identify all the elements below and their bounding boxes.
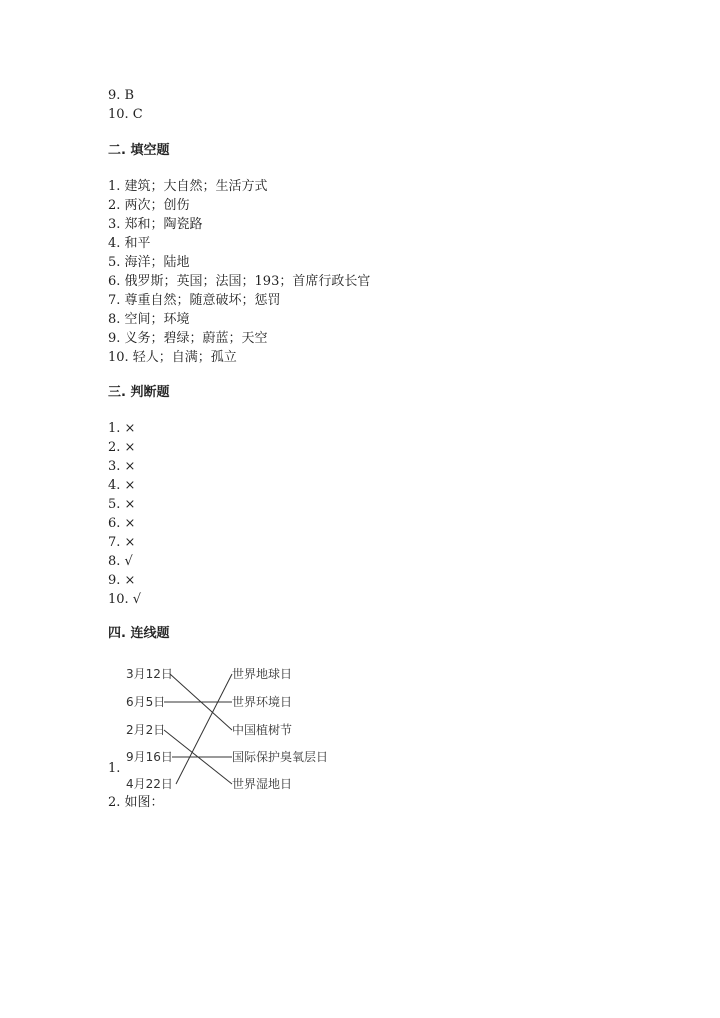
matching-answer-1-label: 1.: [108, 761, 121, 776]
true-false-answer-10: 10. √: [108, 592, 142, 607]
fill-blank-answer-9: 9. 义务；碧绿；蔚蓝；天空: [108, 331, 268, 346]
fill-blank-answer-7: 7. 尊重自然；随意破坏；惩罚: [108, 293, 281, 308]
fill-blank-answer-4: 4. 和平: [108, 236, 151, 251]
fill-blank-answer-2: 2. 两次；创伤: [108, 198, 190, 213]
event-wetlands-day: 世界湿地日: [232, 777, 293, 791]
event-environment-day: 世界环境日: [232, 695, 293, 709]
date-feb-2: 2月2日: [126, 723, 166, 737]
matching-answer-2: 2. 如图：: [108, 795, 164, 810]
fill-blank-answer-10: 10. 轻人；自满；孤立: [108, 350, 237, 365]
date-sep-16: 9月16日: [126, 750, 173, 764]
fill-blank-answer-1: 1. 建筑；大自然；生活方式: [108, 179, 268, 194]
answer-10: 10. C: [108, 107, 143, 122]
true-false-answer-3: 3. ×: [108, 459, 136, 474]
true-false-answer-7: 7. ×: [108, 535, 136, 550]
date-apr-22: 4月22日: [126, 777, 173, 791]
true-false-answer-4: 4. ×: [108, 478, 136, 493]
matching-diagram: [118, 660, 348, 795]
date-mar-12: 3月12日: [126, 667, 173, 681]
fill-blank-answer-5: 5. 海洋；陆地: [108, 255, 190, 270]
link-apr22-earth: [176, 674, 232, 784]
true-false-answer-8: 8. √: [108, 554, 133, 569]
fill-blank-answer-6: 6. 俄罗斯；英国；法国；193；首席行政长官: [108, 274, 371, 289]
event-earth-day: 世界地球日: [232, 667, 293, 681]
fill-blank-answer-3: 3. 郑和；陶瓷路: [108, 217, 203, 232]
true-false-answer-5: 5. ×: [108, 497, 136, 512]
true-false-answer-1: 1. ×: [108, 421, 136, 436]
true-false-answer-6: 6. ×: [108, 516, 136, 531]
event-ozone-day: 国际保护臭氧层日: [232, 750, 329, 764]
date-jun-5: 6月5日: [126, 695, 166, 709]
section-heading-fill-blank: 二. 填空题: [108, 143, 170, 158]
fill-blank-answer-8: 8. 空间；环境: [108, 312, 190, 327]
section-heading-matching: 四. 连线题: [108, 626, 170, 641]
event-arbor-day: 中国植树节: [232, 723, 293, 737]
true-false-answer-9: 9. ×: [108, 573, 136, 588]
answer-9: 9. B: [108, 88, 135, 103]
section-heading-true-false: 三. 判断题: [108, 385, 170, 400]
true-false-answer-2: 2. ×: [108, 440, 136, 455]
